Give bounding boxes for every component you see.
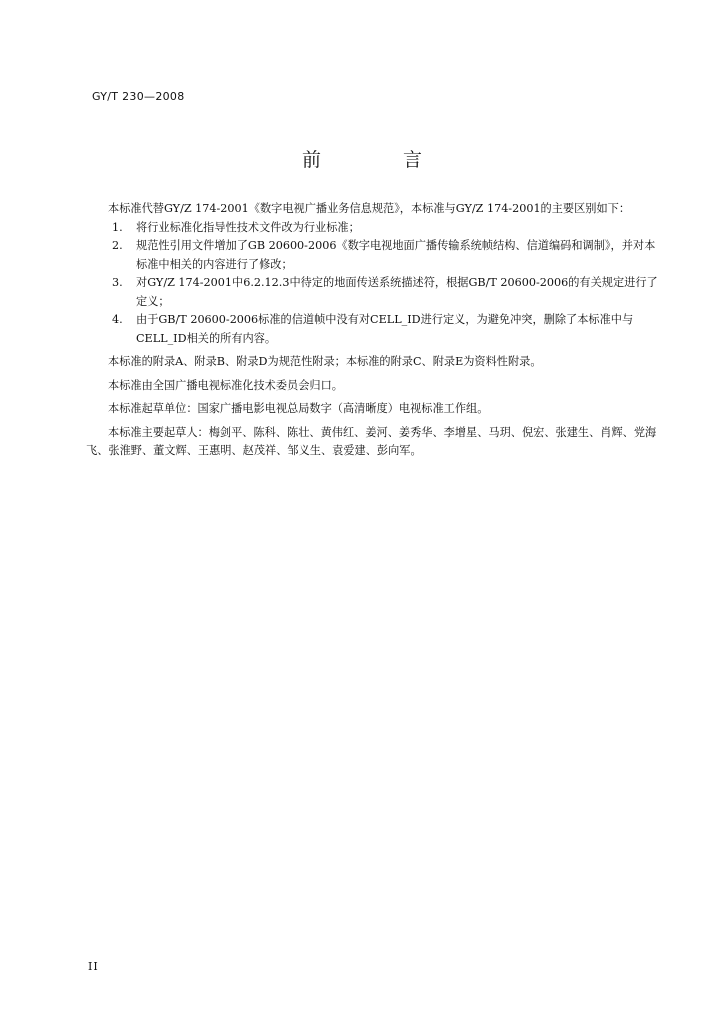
drafters-paragraph: 本标准主要起草人：梅剑平、陈科、陈壮、黄伟红、姜河、姜秀华、李增星、马玥、倪宏、张建生、肖辉、党海飞、张淮野、董文辉、王惠明、赵茂祥、邹义生、袁爱建、彭向军。 <box>86 425 657 457</box>
list-item <box>86 219 658 238</box>
list-item-number: 3. <box>112 276 123 289</box>
annex-paragraph: 本标准的附录A、附录B、附录D为规范性附录；本标准的附录C、附录E为资料性附录。 <box>108 355 542 368</box>
list-item-number: 1. <box>112 220 123 234</box>
list-item-text: 由于GB/T 20600-2006标准的信道帧中没有对CELL_ID进行定义，为避免冲突，删除了本标准中与CELL_ID相关的所有内容。 <box>136 313 634 345</box>
standard-code: GY/T 230—2008 <box>92 90 185 103</box>
list-item-text: 将行业标准化指导性技术文件改为行业标准； <box>136 220 360 234</box>
page-title: 前 言 <box>301 149 461 171</box>
page-number: II <box>88 960 99 973</box>
list-item-number: 2. <box>112 239 123 252</box>
intro-paragraph: 本标准代替GY/Z 174-2001《数字电视广播业务信息规范》，本标准与GY/Z 174-2001的主要区别如下： <box>108 202 631 215</box>
list-item-text: 对GY/Z 174-2001中6.2.12.3中待定的地面传送系统描述符，根据GB/T 20600-2006的有关规定进行了定义； <box>136 276 658 308</box>
drafting-unit-paragraph: 本标准起草单位：国家广播电影电视总局数字（高清晰度）电视标准工作组。 <box>108 402 489 415</box>
list-item <box>86 311 658 348</box>
list-item <box>86 237 658 274</box>
changes-list <box>86 219 658 349</box>
list-item-text: 规范性引用文件增加了GB 20600-2006《数字电视地面广播传输系统帧结构、信道编码和调制》，并对本标准中相关的内容进行了修改； <box>136 239 656 271</box>
list-item-number: 4. <box>112 313 123 326</box>
foreword-body <box>86 200 658 461</box>
centralized-paragraph: 本标准由全国广播电视标准化技术委员会归口。 <box>108 378 343 392</box>
list-item <box>86 274 658 311</box>
